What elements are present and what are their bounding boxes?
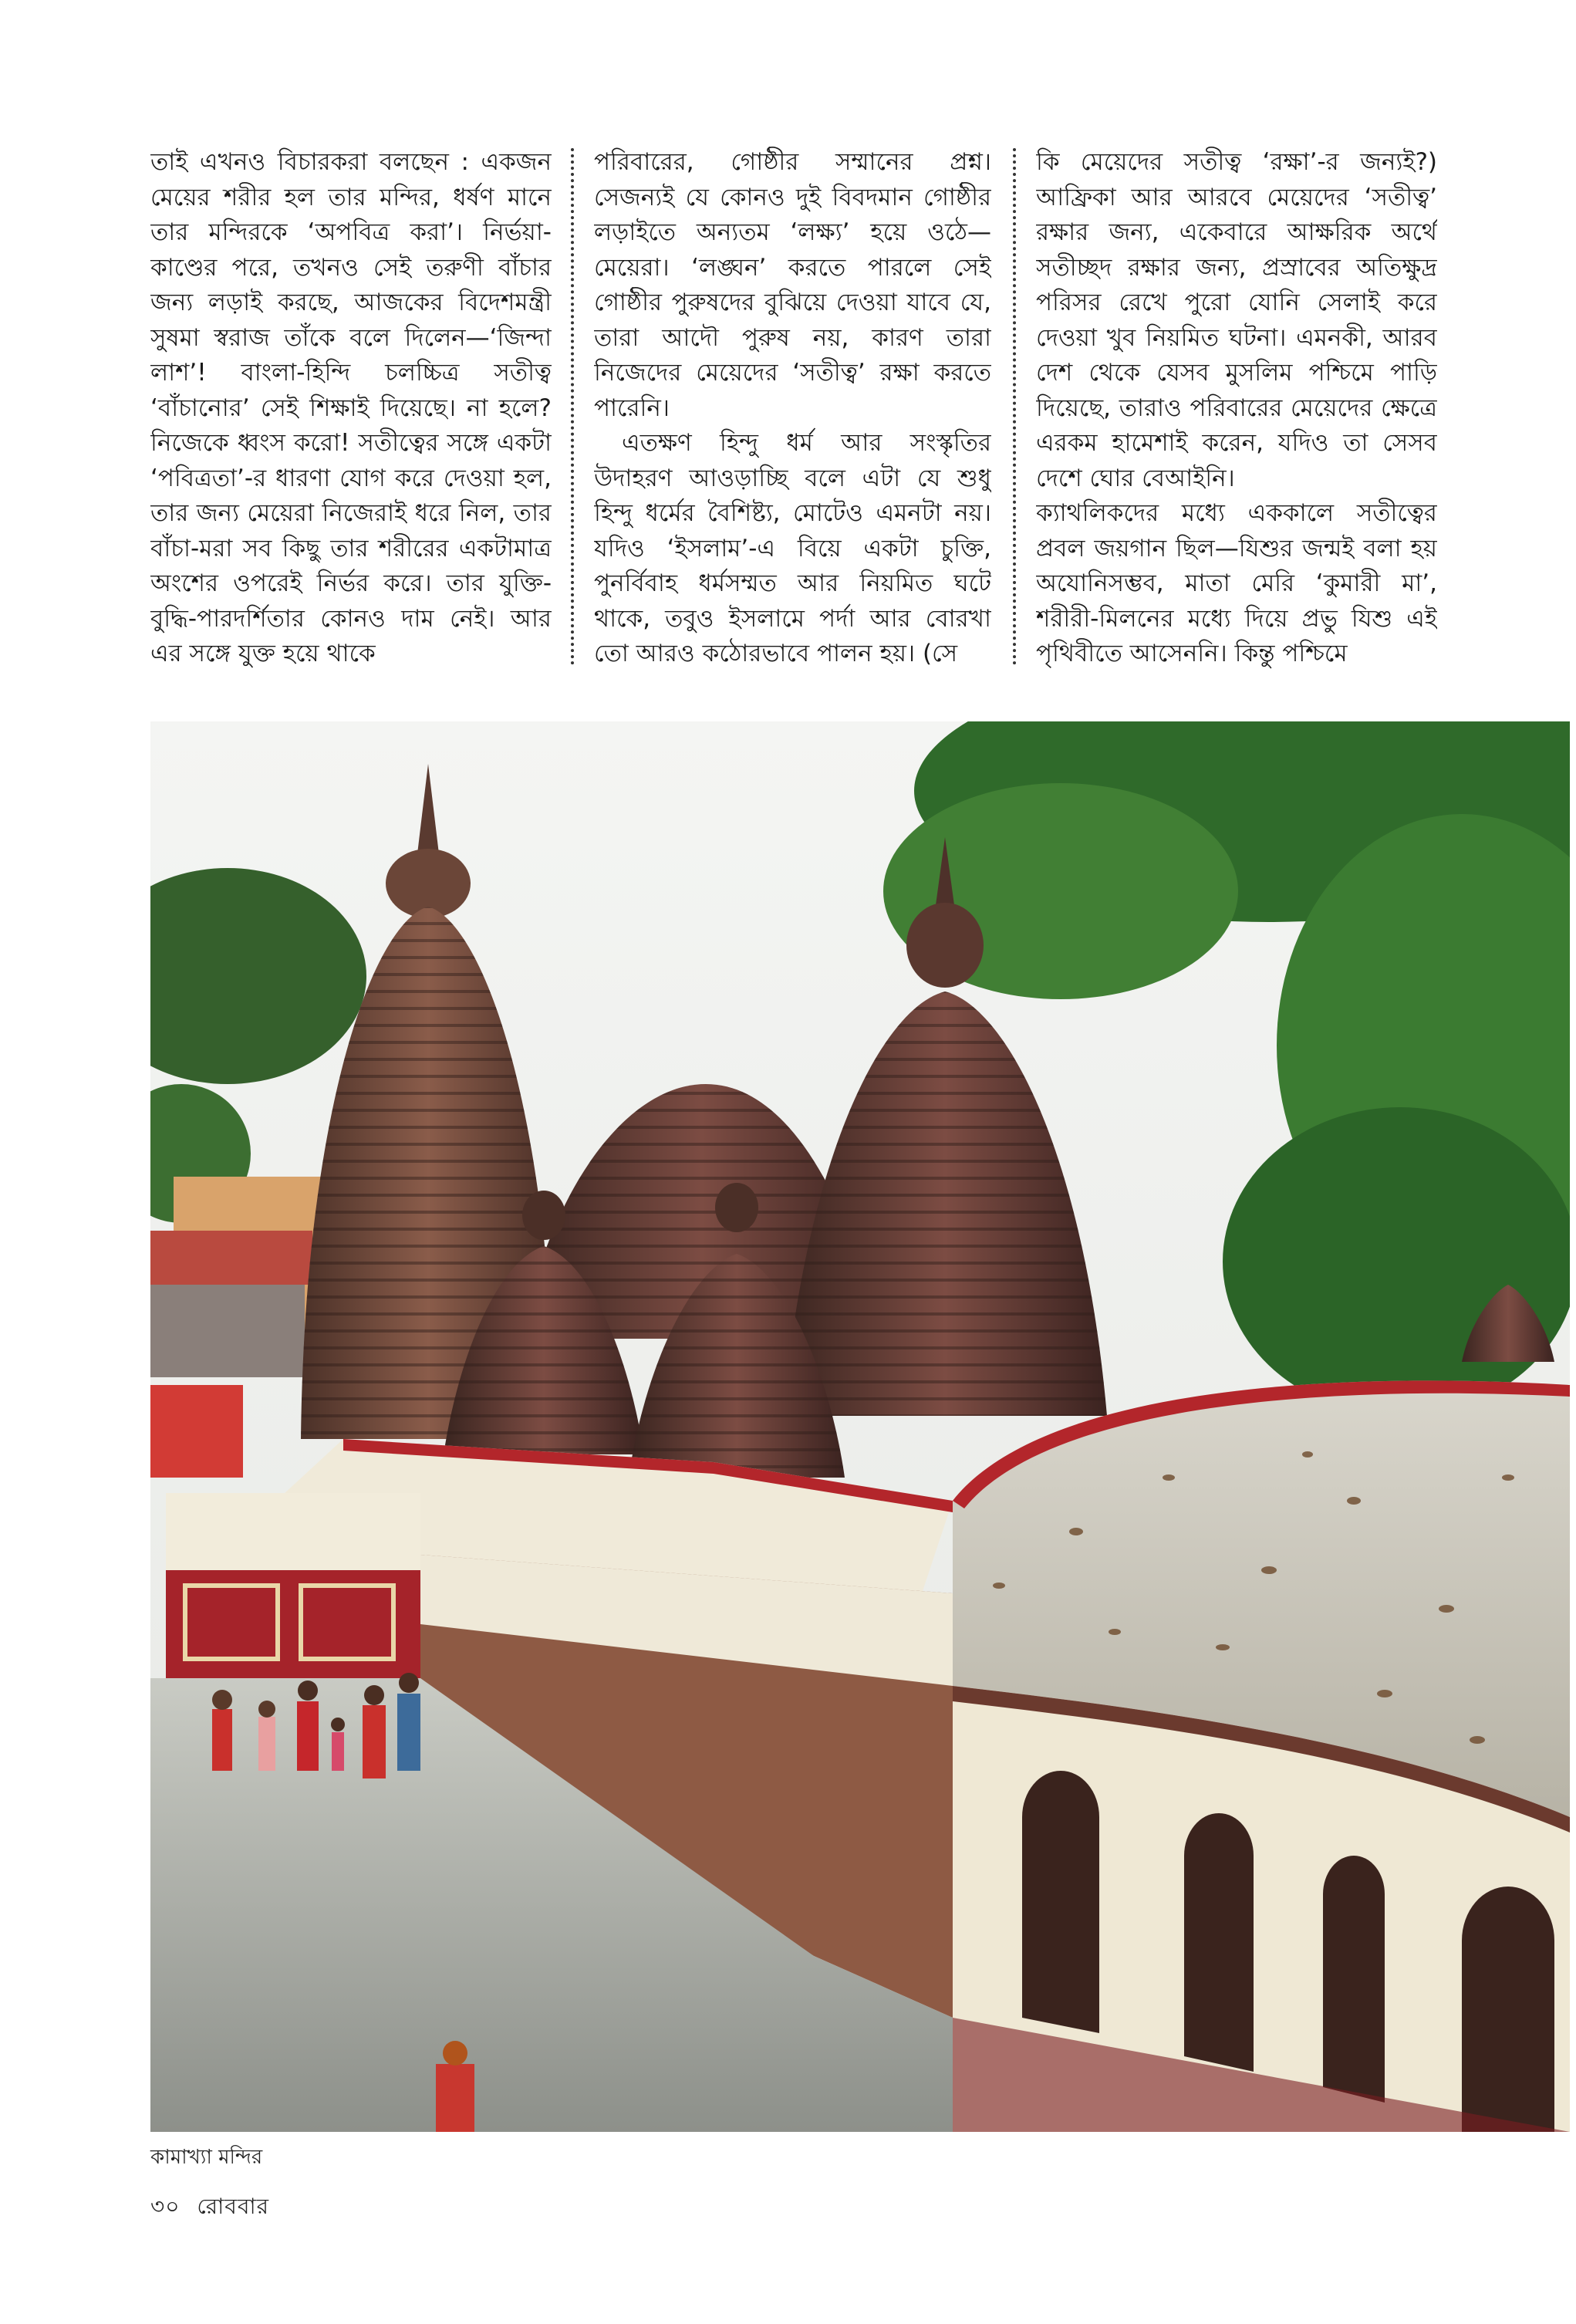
article-paragraph: পরিবারের, গোষ্ঠীর সম্মানের প্রশ্ন। সেজন্যই যে কোনও দুই বিবদমান গোষ্ঠীর লড়াইতে অন্যতম ‘লক্ষ্য’ হয়ে ওঠে—মেয়েরা। ‘লঙ্ঘন’ করতে পারলে সেই গোষ্ঠীর পুরুষদের বুঝিয়ে দেওয়া যাবে যে, তারা আদৌ পুরুষ নয়, কারণ তারা নিজেদের মেয়েদের ‘সতীত্ব’ রক্ষা করতে পারেনি। xyxy=(594,148,991,422)
article-column-2 xyxy=(594,145,991,677)
publication-name: রোববার xyxy=(197,2194,269,2219)
article-column-3 xyxy=(1036,145,1437,677)
article-column-1 xyxy=(150,145,552,677)
article-paragraph: তাই এখনও বিচারকরা বলছেন : একজন মেয়ের শরীর হল তার মন্দির, ধর্ষণ মানে তার মন্দিরকে ‘অপবিত্র করা’। নির্ভয়া-কাণ্ডের পরে, তখনও সেই তরুণী বাঁচার জন্য লড়াই করছে, আজকের বিদেশমন্ত্রী সুষমা স্বরাজ তাঁকে বলে দিলেন—‘জিন্দা লাশ’! বাংলা-হিন্দি চলচ্চিত্র সতীত্ব ‘বাঁচানোর’ সেই শিক্ষাই দিয়েছে। না হলে? নিজেকে ধ্বংস করো! সতীত্বের সঙ্গে একটা ‘পবিত্রতা’-র ধারণা যোগ করে দেওয়া হল, তার জন্য মেয়েরা নিজেরাই ধরে নিল, তার বাঁচা-মরা সব কিছু তার শরীরের একটামাত্র অংশের ওপরেই নির্ভর করে। তার যুক্তি-বুদ্ধি-পারদর্শিতার কোনও দাম নেই। আর এর সঙ্গে যুক্ত হয়ে থাকে xyxy=(150,148,552,667)
temple-illustration xyxy=(150,721,1570,2132)
column-divider xyxy=(1013,148,1016,665)
page-number: ৩০ xyxy=(150,2194,181,2219)
photo-caption: কামাখ্যা মন্দির xyxy=(150,2146,263,2169)
temple-photo xyxy=(150,721,1570,2132)
article-paragraph: ক্যাথলিকদের মধ্যে এককালে সতীত্বের প্রবল জয়গান ছিল—যিশুর জন্মই বলা হয় অযোনিসম্ভব, মাতা মেরি ‘কুমারী মা’, শরীরী-মিলনের মধ্যে দিয়ে প্রভু যিশু এই পৃথিবীতে আসেননি। কিন্তু পশ্চিমে xyxy=(1036,499,1437,667)
article-paragraph: কি মেয়েদের সতীত্ব ‘রক্ষা’-র জন্যই?) আফ্রিকা আর আরবে মেয়েদের ‘সতীত্ব’ রক্ষার জন্য, একেবারে আক্ষরিক অর্থে সতীচ্ছদ রক্ষার জন্য, প্রস্রাবের অতিক্ষুদ্র পরিসর রেখে পুরো যোনি সেলাই করে দেওয়া খুব নিয়মিত ঘটনা। এমনকী, আরব দেশ থেকে যেসব মুসলিম পশ্চিমে পাড়ি দিয়েছে, তারাও পরিবারের মেয়েদের ক্ষেত্রে এরকম হামেশাই করেন, যদিও তা সেসব দেশে ঘোর বেআইনি। xyxy=(1036,148,1437,492)
article-paragraph: এতক্ষণ হিন্দু ধর্ম আর সংস্কৃতির উদাহরণ আওড়াচ্ছি বলে এটা যে শুধু হিন্দু ধর্মের বৈশিষ্ট্য, মোটেও এমনটা নয়। যদিও ‘ইসলাম’-এ বিয়ে একটা চুক্তি, পুনর্বিবাহ ধর্মসম্মত আর নিয়মিত ঘটে থাকে, তবুও ইসলামে পর্দা আর বোরখা তো আরও কঠোরভাবে পালন হয়। (সে xyxy=(594,429,991,667)
column-divider xyxy=(571,148,574,665)
page-footer xyxy=(150,2190,286,2226)
